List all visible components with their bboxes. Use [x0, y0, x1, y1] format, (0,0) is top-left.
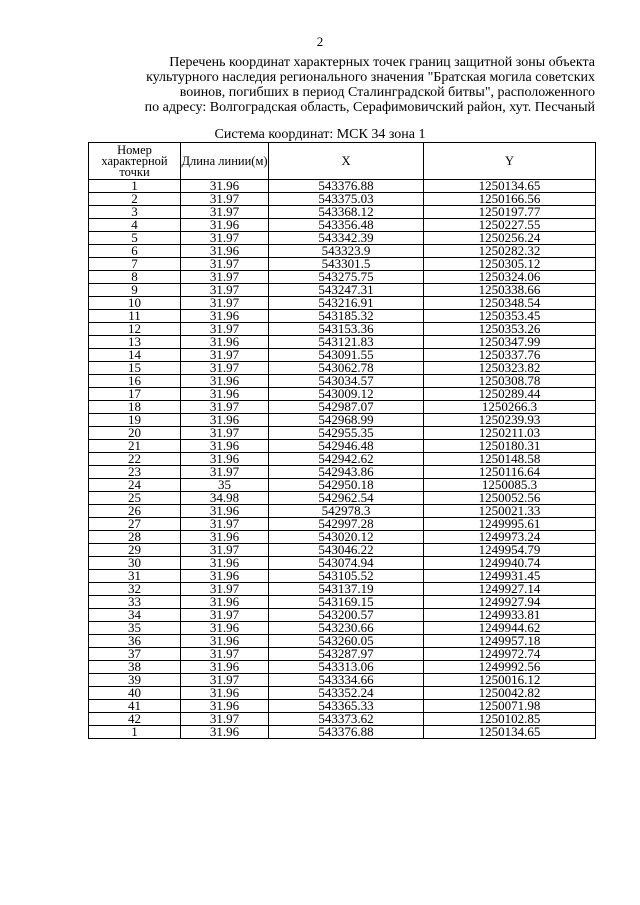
page-number: 2 [316, 34, 324, 49]
cell-y: 1250211.03 [424, 427, 596, 440]
cell-point-number: 10 [89, 297, 181, 310]
cell-point-number: 39 [89, 674, 181, 687]
cell-line-length: 31.96 [181, 635, 269, 648]
cell-x: 542950.18 [269, 479, 424, 492]
cell-point-number: 42 [89, 713, 181, 726]
cell-x: 543091.55 [269, 349, 424, 362]
cell-point-number: 2 [89, 193, 181, 206]
cell-y: 1249972.74 [424, 648, 596, 661]
cell-y: 1250197.77 [424, 206, 596, 219]
cell-line-length: 31.97 [181, 232, 269, 245]
coordinate-system-label: Система координат: МСК 34 зона 1 [214, 127, 426, 142]
cell-x: 542978.3 [269, 505, 424, 518]
cell-y: 1250353.26 [424, 323, 596, 336]
cell-y: 1249927.94 [424, 596, 596, 609]
cell-y: 1250256.24 [424, 232, 596, 245]
cell-line-length: 31.97 [181, 258, 269, 271]
cell-line-length: 31.96 [181, 596, 269, 609]
cell-x: 543323.9 [269, 245, 424, 258]
cell-line-length: 31.96 [181, 453, 269, 466]
cell-x: 543365.33 [269, 700, 424, 713]
title-line: Перечень координат характерных точек границ защитной зоны объекта [169, 55, 595, 70]
cell-x: 543342.39 [269, 232, 424, 245]
cell-line-length: 31.96 [181, 440, 269, 453]
cell-line-length: 31.97 [181, 713, 269, 726]
cell-y: 1249933.81 [424, 609, 596, 622]
cell-x: 543034.57 [269, 375, 424, 388]
cell-x: 543275.75 [269, 271, 424, 284]
cell-line-length: 31.97 [181, 609, 269, 622]
cell-y: 1250347.99 [424, 336, 596, 349]
cell-x: 543376.88 [269, 726, 424, 739]
cell-point-number: 15 [89, 362, 181, 375]
cell-y: 1249944.62 [424, 622, 596, 635]
cell-point-number: 18 [89, 401, 181, 414]
cell-y: 1250305.12 [424, 258, 596, 271]
cell-line-length: 31.96 [181, 531, 269, 544]
cell-point-number: 3 [89, 206, 181, 219]
cell-point-number: 23 [89, 466, 181, 479]
cell-line-length: 35 [181, 479, 269, 492]
cell-point-number: 20 [89, 427, 181, 440]
cell-y: 1250266.3 [424, 401, 596, 414]
cell-line-length: 31.96 [181, 414, 269, 427]
cell-x: 542946.48 [269, 440, 424, 453]
cell-point-number: 13 [89, 336, 181, 349]
cell-point-number: 9 [89, 284, 181, 297]
cell-x: 543352.24 [269, 687, 424, 700]
cell-point-number: 36 [89, 635, 181, 648]
cell-point-number: 11 [89, 310, 181, 323]
cell-x: 542997.28 [269, 518, 424, 531]
cell-point-number: 19 [89, 414, 181, 427]
cell-x: 543009.12 [269, 388, 424, 401]
cell-y: 1249940.74 [424, 557, 596, 570]
cell-y: 1250348.54 [424, 297, 596, 310]
cell-x: 542955.35 [269, 427, 424, 440]
cell-point-number: 1 [89, 180, 181, 193]
header-point-number: Номер характерной точки [89, 143, 181, 180]
cell-y: 1249954.79 [424, 544, 596, 557]
cell-line-length: 31.97 [181, 648, 269, 661]
cell-y: 1250085.3 [424, 479, 596, 492]
cell-point-number: 38 [89, 661, 181, 674]
cell-x: 543200.57 [269, 609, 424, 622]
cell-y: 1250021.33 [424, 505, 596, 518]
cell-point-number: 31 [89, 570, 181, 583]
cell-point-number: 35 [89, 622, 181, 635]
cell-y: 1249957.18 [424, 635, 596, 648]
cell-y: 1249927.14 [424, 583, 596, 596]
cell-point-number: 25 [89, 492, 181, 505]
cell-point-number: 22 [89, 453, 181, 466]
cell-line-length: 31.97 [181, 427, 269, 440]
cell-point-number: 21 [89, 440, 181, 453]
cell-line-length: 31.96 [181, 375, 269, 388]
cell-y: 1249973.24 [424, 531, 596, 544]
cell-x: 543356.48 [269, 219, 424, 232]
cell-line-length: 31.97 [181, 193, 269, 206]
cell-line-length: 31.96 [181, 219, 269, 232]
cell-point-number: 30 [89, 557, 181, 570]
cell-line-length: 31.97 [181, 323, 269, 336]
cell-x: 543062.78 [269, 362, 424, 375]
cell-x: 543260.05 [269, 635, 424, 648]
cell-line-length: 31.96 [181, 726, 269, 739]
cell-line-length: 31.96 [181, 180, 269, 193]
cell-point-number: 4 [89, 219, 181, 232]
cell-y: 1250016.12 [424, 674, 596, 687]
cell-x: 543216.91 [269, 297, 424, 310]
cell-point-number: 17 [89, 388, 181, 401]
cell-point-number: 1 [89, 726, 181, 739]
cell-x: 543301.5 [269, 258, 424, 271]
title-line: воинов, погибших в период Сталинградской битвы", расположенного [179, 85, 595, 100]
cell-x: 543287.97 [269, 648, 424, 661]
cell-line-length: 31.97 [181, 466, 269, 479]
cell-point-number: 29 [89, 544, 181, 557]
cell-x: 543121.83 [269, 336, 424, 349]
cell-y: 1250338.66 [424, 284, 596, 297]
cell-point-number: 33 [89, 596, 181, 609]
cell-y: 1250052.56 [424, 492, 596, 505]
cell-line-length: 31.96 [181, 700, 269, 713]
cell-point-number: 27 [89, 518, 181, 531]
cell-line-length: 31.96 [181, 310, 269, 323]
document-title [95, 55, 595, 115]
header-line-length: Длина линии(м) [181, 143, 269, 180]
cell-point-number: 5 [89, 232, 181, 245]
cell-point-number: 40 [89, 687, 181, 700]
cell-x: 543247.31 [269, 284, 424, 297]
cell-y: 1250227.55 [424, 219, 596, 232]
cell-y: 1249995.61 [424, 518, 596, 531]
title-line: по адресу: Волгоградская область, Серафимовичский район, хут. Песчаный [144, 100, 595, 115]
cell-line-length: 31.97 [181, 518, 269, 531]
cell-line-length: 31.96 [181, 557, 269, 570]
cell-x: 543313.06 [269, 661, 424, 674]
cell-y: 1250148.58 [424, 453, 596, 466]
cell-line-length: 31.97 [181, 362, 269, 375]
cell-point-number: 34 [89, 609, 181, 622]
cell-x: 543334.66 [269, 674, 424, 687]
cell-line-length: 31.97 [181, 284, 269, 297]
cell-line-length: 31.96 [181, 336, 269, 349]
cell-point-number: 41 [89, 700, 181, 713]
cell-x: 543230.66 [269, 622, 424, 635]
cell-line-length: 31.96 [181, 687, 269, 700]
cell-line-length: 31.97 [181, 583, 269, 596]
cell-y: 1250324.06 [424, 271, 596, 284]
cell-x: 543375.03 [269, 193, 424, 206]
cell-x: 543105.52 [269, 570, 424, 583]
cell-line-length: 31.97 [181, 544, 269, 557]
cell-line-length: 34.98 [181, 492, 269, 505]
cell-point-number: 8 [89, 271, 181, 284]
cell-x: 542968.99 [269, 414, 424, 427]
cell-y: 1250166.56 [424, 193, 596, 206]
cell-y: 1250071.98 [424, 700, 596, 713]
cell-x: 543153.36 [269, 323, 424, 336]
cell-y: 1249931.45 [424, 570, 596, 583]
cell-line-length: 31.96 [181, 245, 269, 258]
cell-point-number: 32 [89, 583, 181, 596]
cell-x: 542942.62 [269, 453, 424, 466]
cell-line-length: 31.96 [181, 661, 269, 674]
cell-x: 543373.62 [269, 713, 424, 726]
cell-line-length: 31.97 [181, 674, 269, 687]
cell-y: 1250134.65 [424, 180, 596, 193]
cell-point-number: 7 [89, 258, 181, 271]
table-row [89, 726, 596, 739]
cell-x: 543169.15 [269, 596, 424, 609]
cell-x: 543376.88 [269, 180, 424, 193]
cell-y: 1250289.44 [424, 388, 596, 401]
table-header-row [89, 143, 596, 180]
cell-point-number: 28 [89, 531, 181, 544]
cell-x: 542962.54 [269, 492, 424, 505]
header-y: Y [424, 143, 596, 180]
cell-point-number: 26 [89, 505, 181, 518]
cell-line-length: 31.96 [181, 570, 269, 583]
cell-x: 542987.07 [269, 401, 424, 414]
cell-y: 1250180.31 [424, 440, 596, 453]
cell-point-number: 12 [89, 323, 181, 336]
title-line: культурного наследия регионального значения "Братская могила советских [146, 70, 595, 85]
cell-y: 1250282.32 [424, 245, 596, 258]
cell-x: 543185.32 [269, 310, 424, 323]
cell-x: 542943.86 [269, 466, 424, 479]
cell-point-number: 14 [89, 349, 181, 362]
cell-line-length: 31.97 [181, 297, 269, 310]
cell-x: 543368.12 [269, 206, 424, 219]
cell-y: 1250239.93 [424, 414, 596, 427]
cell-y: 1250116.64 [424, 466, 596, 479]
cell-x: 543020.12 [269, 531, 424, 544]
cell-y: 1250308.78 [424, 375, 596, 388]
cell-y: 1249992.56 [424, 661, 596, 674]
cell-line-length: 31.97 [181, 206, 269, 219]
cell-point-number: 6 [89, 245, 181, 258]
cell-line-length: 31.96 [181, 622, 269, 635]
cell-line-length: 31.97 [181, 349, 269, 362]
cell-point-number: 16 [89, 375, 181, 388]
cell-x: 543046.22 [269, 544, 424, 557]
cell-x: 543137.19 [269, 583, 424, 596]
cell-x: 543074.94 [269, 557, 424, 570]
table-body [89, 180, 596, 739]
cell-y: 1250323.82 [424, 362, 596, 375]
cell-line-length: 31.97 [181, 401, 269, 414]
cell-line-length: 31.96 [181, 388, 269, 401]
cell-point-number: 37 [89, 648, 181, 661]
coordinates-table [88, 142, 596, 739]
cell-line-length: 31.97 [181, 271, 269, 284]
cell-y: 1250042.82 [424, 687, 596, 700]
cell-y: 1250134.65 [424, 726, 596, 739]
cell-y: 1250337.76 [424, 349, 596, 362]
cell-y: 1250353.45 [424, 310, 596, 323]
cell-line-length: 31.96 [181, 505, 269, 518]
cell-y: 1250102.85 [424, 713, 596, 726]
cell-point-number: 24 [89, 479, 181, 492]
header-x: X [269, 143, 424, 180]
